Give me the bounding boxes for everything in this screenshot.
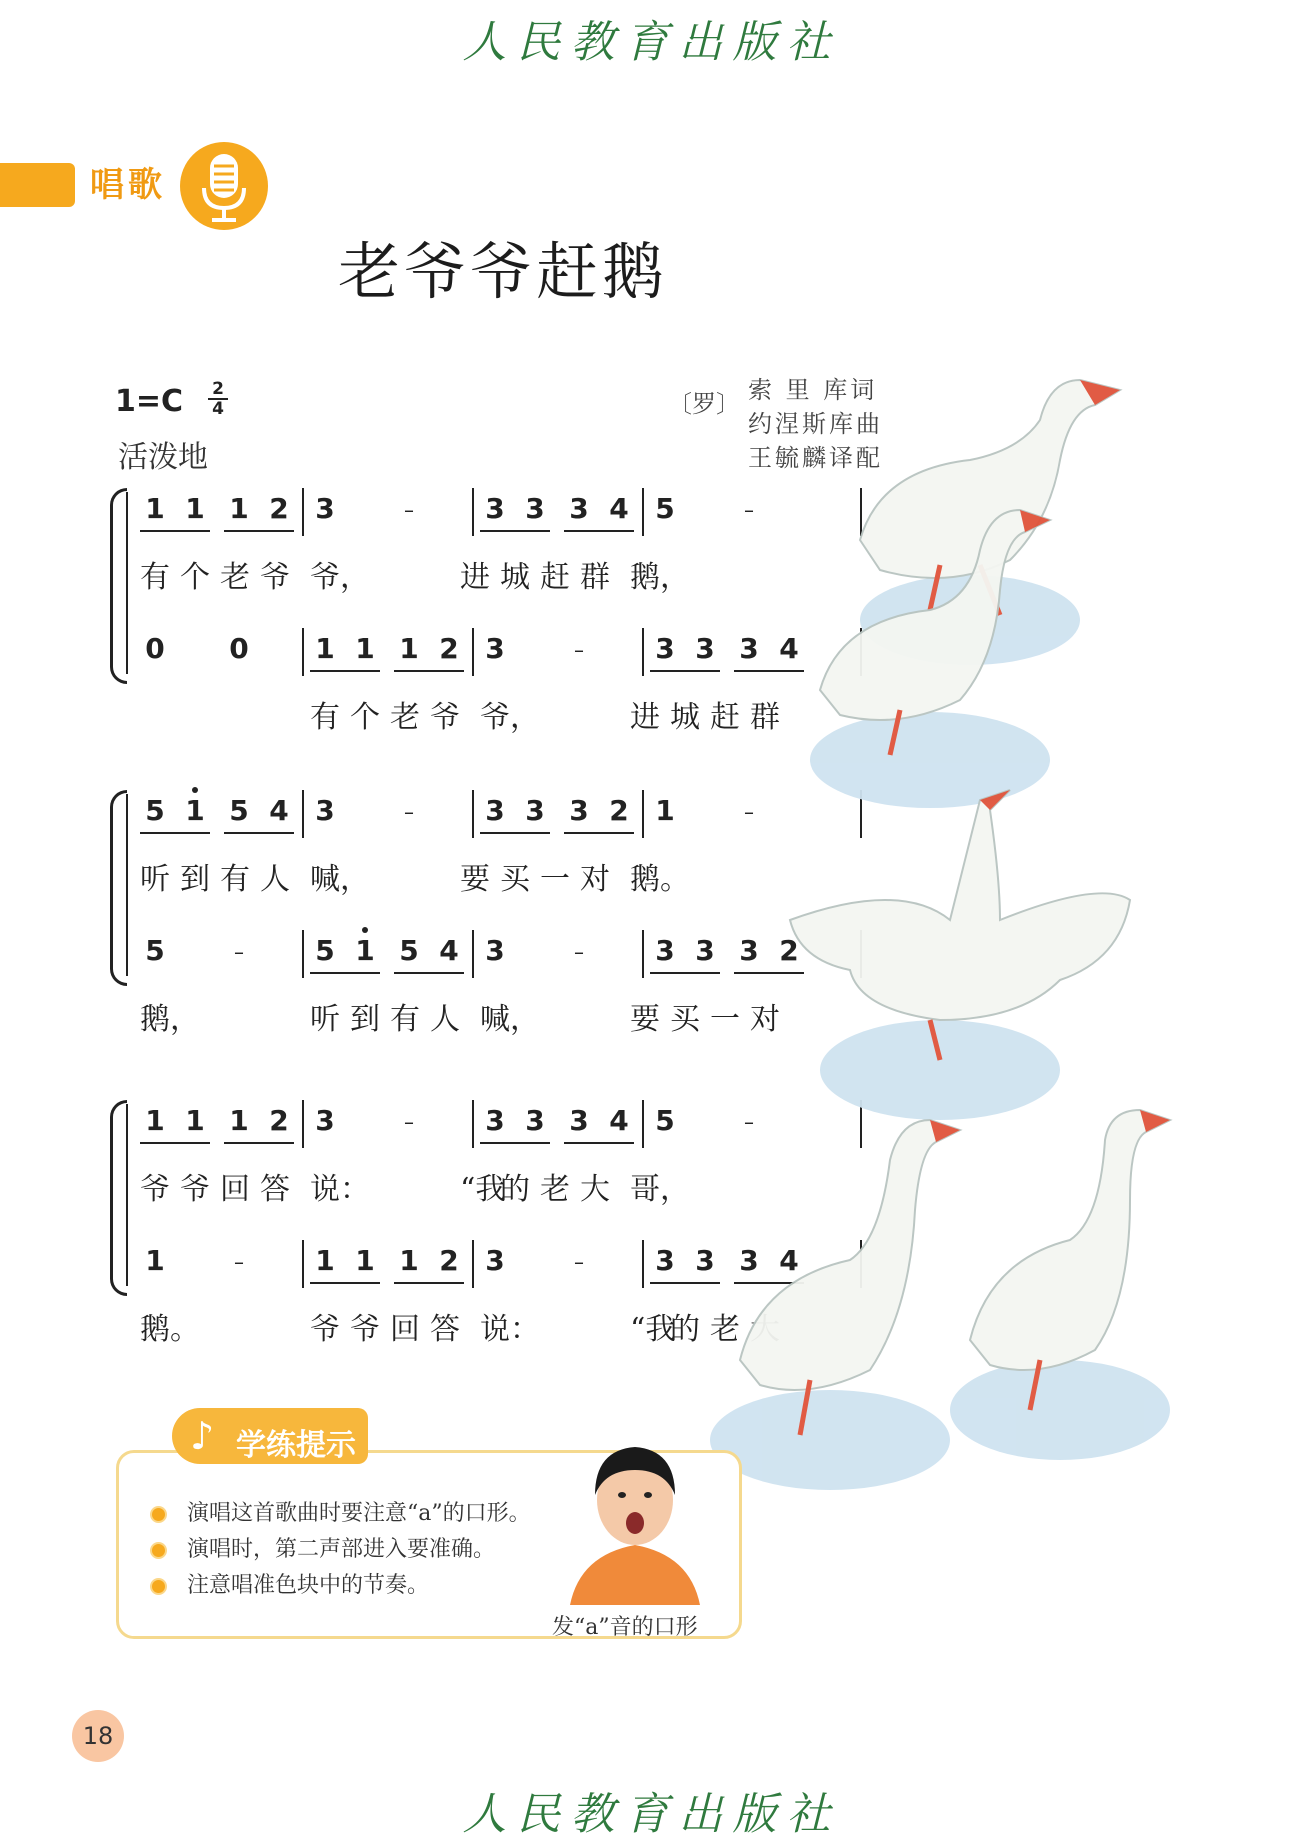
measure [310,790,470,838]
barline [302,628,304,676]
note: 3 [695,1244,715,1277]
lyric-char: 的 [500,1172,530,1207]
lyric-char: 到 [350,1002,380,1037]
barline [472,1240,474,1288]
time-signature-bottom: 4 [212,399,224,419]
note: 3 [569,492,589,525]
measure [310,1240,470,1288]
note: 1 [185,1104,205,1137]
lyric-char: 对 [750,1002,780,1037]
credit-composer: 约涅斯库曲 [748,410,883,438]
goose-4 [710,1120,960,1490]
lyric-char: 爷 [430,700,460,735]
barline [302,488,304,536]
note: 3 [569,1104,589,1137]
goose-3-wings [790,790,1130,1120]
dash-note: – [744,800,754,824]
dash-note: – [234,1250,244,1274]
measure [480,488,640,536]
time-signature [206,380,230,418]
measure [480,1100,640,1148]
lyric-char: 一 [710,1002,740,1037]
note: 4 [609,1104,629,1137]
lyric-char: 赶 [710,700,740,735]
measure [140,790,300,838]
barline [642,1240,644,1288]
lyric-char: 一 [540,862,570,897]
note: 2 [609,794,629,827]
note: 3 [655,632,675,665]
note: 1 [315,632,335,665]
lyric-char: 回 [390,1312,420,1347]
note: 3 [485,1104,505,1137]
note: 5 [655,1104,675,1137]
note: 4 [439,934,459,967]
lyric-char: 喊， [310,862,370,897]
note: 1 [655,794,675,827]
lyric-char: 对 [580,862,610,897]
measure [480,1240,640,1288]
note: 3 [485,492,505,525]
note: 2 [439,632,459,665]
credit-country: 〔罗〕 [668,390,740,418]
note: 3 [739,934,759,967]
note: 3 [695,632,715,665]
measure [140,488,300,536]
note: 4 [779,1244,799,1277]
lyric-char: 到 [180,862,210,897]
lyric-char: 进 [460,560,490,595]
lyric-char: 人 [430,1002,460,1037]
credit-translator: 王毓麟译配 [748,444,883,472]
note: 3 [315,1104,335,1137]
measure [480,628,640,676]
note: 4 [609,492,629,525]
lyric-char: 老 [540,1172,570,1207]
credit-lyricist: 索 里 库词 [748,376,878,404]
note: 2 [269,1104,289,1137]
note: 1 [145,1244,165,1277]
note: 4 [269,794,289,827]
lyric-char: 鹅。 [630,862,690,897]
lyric-char: 哥， [630,1172,690,1207]
lyric-char: 有 [140,560,170,595]
note: 2 [439,1244,459,1277]
bullet-icon [150,1506,167,1523]
note: 1 [350,934,380,967]
barline [302,790,304,838]
lyric-char: 有 [220,862,250,897]
lyric-char: 有 [310,700,340,735]
note: 1 [145,492,165,525]
geese-illustration [700,360,1260,1680]
note: 3 [739,632,759,665]
barline [472,628,474,676]
note: 3 [485,934,505,967]
lyric-char: 个 [180,560,210,595]
note: 5 [315,934,335,967]
measure [140,1100,300,1148]
note: 3 [695,934,715,967]
lyric-char: 喊， [480,1002,540,1037]
system-brace [110,790,127,986]
lyric-char: 买 [500,862,530,897]
publisher-mark-bottom: 人民教育出版社 [462,1789,841,1840]
measure [140,930,300,978]
note: 3 [655,1244,675,1277]
measure [310,628,470,676]
note: 3 [315,794,335,827]
barline [302,930,304,978]
girl-singing-photo [560,1425,710,1605]
note: 3 [525,1104,545,1137]
lyric-char: 老 [220,560,250,595]
lyric-char: 赶 [540,560,570,595]
photo-caption: 发“a”音的口形 [552,1615,698,1640]
dash-note: – [744,498,754,522]
barline [472,930,474,978]
section-bar [0,163,75,207]
system-brace [110,1100,127,1296]
lyric-char: 说： [480,1312,540,1347]
note: 5 [145,934,165,967]
note: 5 [229,794,249,827]
lyric-char: 爷， [310,560,370,595]
note: 3 [485,1244,505,1277]
note: 3 [569,794,589,827]
lyric-char: 鹅。 [140,1312,200,1347]
dash-note: – [234,940,244,964]
lyric-char: 群 [750,700,780,735]
measure [140,1240,300,1288]
lyric-char: 鹅， [630,560,690,595]
dash-note: – [404,800,414,824]
measure [480,930,640,978]
barline [642,628,644,676]
note: 2 [269,492,289,525]
dash-note: – [404,498,414,522]
dash-note: – [574,638,584,662]
barline [302,1240,304,1288]
measure [140,628,300,676]
note: 3 [485,632,505,665]
dash-note: – [574,1250,584,1274]
microphone-icon [200,152,248,224]
note: 3 [655,934,675,967]
note: 1 [315,1244,335,1277]
lyric-char: 买 [670,1002,700,1037]
measure [310,930,470,978]
lyric-char: 的 [670,1312,700,1347]
lyric-char: 群 [580,560,610,595]
barline [302,1100,304,1148]
section-label: 唱歌 [90,165,166,205]
lyric-char: 爷， [480,700,540,735]
barline [642,930,644,978]
lyric-char: 爷 [350,1312,380,1347]
lyric-char: 爷 [140,1172,170,1207]
note: 5 [655,492,675,525]
lyric-char: 说： [310,1172,370,1207]
barline [472,488,474,536]
bullet-icon [150,1542,167,1559]
lyric-char: 回 [220,1172,250,1207]
bullet-icon [150,1578,167,1595]
dash-note: – [574,940,584,964]
note: 3 [525,492,545,525]
system-brace [110,488,127,684]
note: 5 [399,934,419,967]
measure [310,488,470,536]
lyric-char: 听 [310,1002,340,1037]
lyric-char: 听 [140,862,170,897]
lyric-char: 个 [350,700,380,735]
lyric-char: 大 [580,1172,610,1207]
note: 3 [525,794,545,827]
barline [642,1100,644,1148]
note: 1 [180,794,210,827]
key-signature: 1=C [115,384,184,419]
barline [642,488,644,536]
publisher-mark-top: 人民教育出版社 [462,17,841,68]
tip-item [150,1496,531,1527]
time-signature-top: 2 [212,379,224,399]
note: 1 [145,1104,165,1137]
goose-5 [950,1110,1170,1460]
song-title: 老爷爷赶鹅 [338,235,669,308]
lyric-char: 鹅， [140,1002,200,1037]
lyric-char: “我 [460,1172,506,1207]
lyric-char: 爷 [180,1172,210,1207]
tips-tag-label: 学练提示 [236,1428,356,1463]
lyric-char: 要 [630,1002,660,1037]
music-note-icon: ♪ [190,1414,215,1458]
note: 5 [145,794,165,827]
measure [310,1100,470,1148]
tip-item [150,1568,429,1599]
dash-note: – [404,1110,414,1134]
note: 3 [315,492,335,525]
lyric-char: “我 [630,1312,676,1347]
note: 1 [355,632,375,665]
barline [472,790,474,838]
lyric-char: 老 [390,700,420,735]
page-number: 18 [72,1710,124,1762]
note: 1 [399,632,419,665]
measure [480,790,640,838]
lyric-char: 爷 [310,1312,340,1347]
tip-text: 注意唱准色块中的节奏。 [187,1573,430,1598]
lyric-char: 答 [260,1172,290,1207]
note: 1 [355,1244,375,1277]
lyric-char: 答 [430,1312,460,1347]
lyric-char: 城 [670,700,700,735]
lyric-char: 老 [710,1312,740,1347]
lyric-char: 进 [630,700,660,735]
lyric-char: 爷 [260,560,290,595]
dash-note: – [744,1110,754,1134]
lyric-char: 人 [260,862,290,897]
lyric-char: 要 [460,862,490,897]
lyric-char: 城 [500,560,530,595]
note: 0 [229,632,249,665]
barline [642,790,644,838]
note: 1 [185,492,205,525]
lyric-char: 有 [390,1002,420,1037]
tip-item [150,1532,495,1563]
note: 1 [399,1244,419,1277]
note: 4 [779,632,799,665]
tempo-marking: 活泼地 [118,440,208,475]
tip-text: 演唱时，第二声部进入要准确。 [187,1537,496,1562]
note: 3 [739,1244,759,1277]
note: 0 [145,632,165,665]
tip-text: 演唱这首歌曲时要注意“a”的口形。 [187,1501,531,1526]
note: 3 [485,794,505,827]
barline [472,1100,474,1148]
note: 1 [229,492,249,525]
note: 1 [229,1104,249,1137]
note: 2 [779,934,799,967]
